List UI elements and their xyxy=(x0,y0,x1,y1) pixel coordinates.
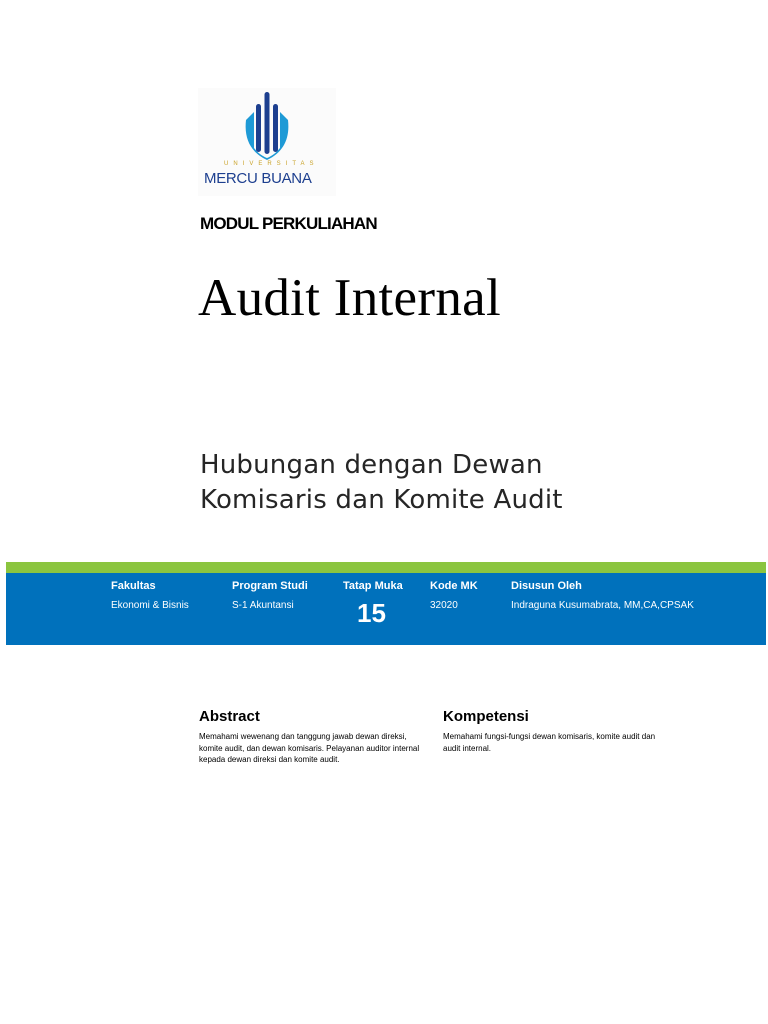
mercu-buana-emblem-icon xyxy=(242,90,292,162)
logo-name: MERCU BUANA xyxy=(204,170,312,187)
info-header-tatap-muka: Tatap Muka xyxy=(343,580,403,592)
info-column-disusun-oleh xyxy=(511,580,694,611)
abstract-text: Memahami wewenang dan tanggung jawab dewan direksi, komite audit, dan dewan komisaris. Pelayanan auditor internal kepada dewan direksi dan komite audit. xyxy=(199,732,420,764)
info-header-fakultas: Fakultas xyxy=(111,580,156,592)
subtitle-line-2: Komisaris dan Komite Audit xyxy=(200,485,563,515)
info-value-tatap-muka: 15 xyxy=(357,598,386,628)
info-value-program-studi: S-1 Akuntansi xyxy=(232,600,294,611)
info-header-program-studi: Program Studi xyxy=(232,580,308,592)
module-subtitle xyxy=(200,448,563,518)
info-column-program-studi xyxy=(232,580,308,611)
module-label: MODUL PERKULIAHAN xyxy=(200,214,377,233)
info-header-kode-mk: Kode MK xyxy=(430,580,478,592)
info-header-disusun-oleh: Disusun Oleh xyxy=(511,580,582,592)
info-value-kode-mk: 32020 xyxy=(430,600,458,611)
abstract-title: Abstract xyxy=(199,708,260,725)
course-title: Audit Internal xyxy=(198,269,501,327)
logo-subtext: UNIVERSITAS xyxy=(224,161,319,167)
info-value-fakultas: Ekonomi & Bisnis xyxy=(111,600,189,611)
info-column-kode-mk xyxy=(430,580,478,611)
kompetensi-text: Memahami fungsi-fungsi dewan komisaris, komite audit dan audit internal. xyxy=(443,732,656,753)
university-logo xyxy=(198,88,336,196)
info-band-accent xyxy=(6,562,766,573)
info-value-disusun-oleh: Indraguna Kusumabrata, MM,CA,CPSAK xyxy=(511,600,694,611)
kompetensi-title: Kompetensi xyxy=(443,708,529,725)
subtitle-line-1: Hubungan dengan Dewan xyxy=(200,450,543,480)
info-column-fakultas xyxy=(111,580,189,611)
info-column-tatap-muka xyxy=(343,580,403,629)
